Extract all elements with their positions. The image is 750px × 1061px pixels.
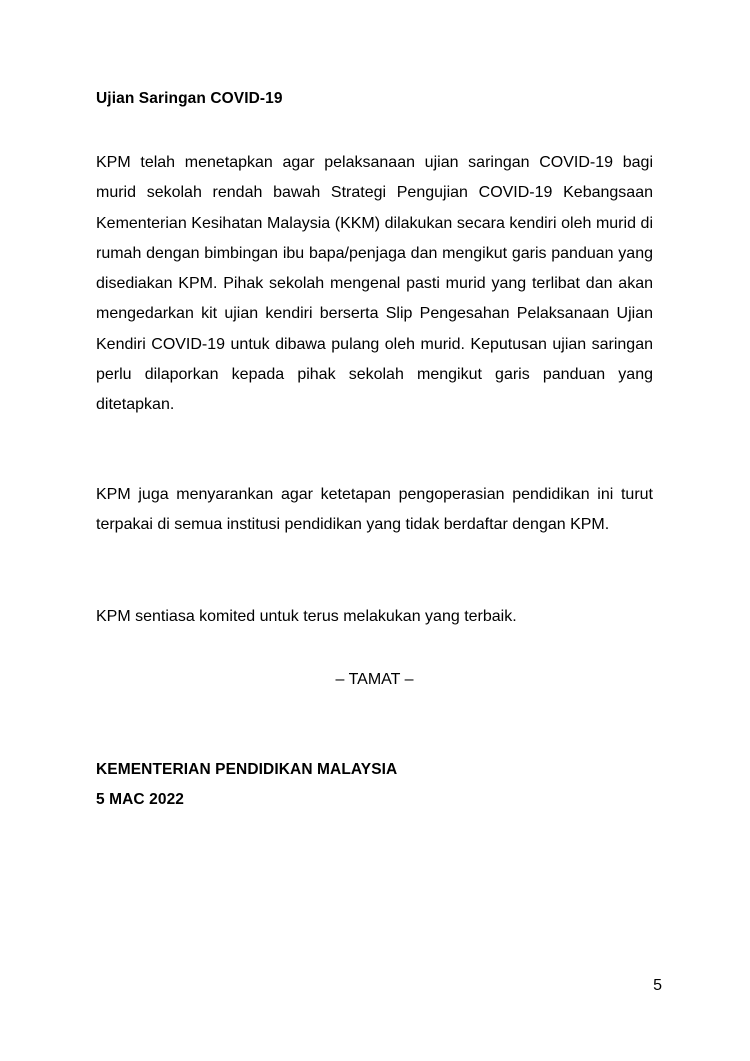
signature-organisation: KEMENTERIAN PENDIDIKAN MALAYSIA xyxy=(96,761,398,778)
signature-block xyxy=(96,755,653,816)
section-heading: Ujian Saringan COVID-19 xyxy=(96,90,283,107)
body-paragraph-3: KPM sentiasa komited untuk terus melakukan yang terbaik. xyxy=(96,608,517,625)
body-paragraph-2: KPM juga menyarankan agar ketetapan pengoperasian pendidikan ini turut terpakai di semua institusi pendidikan yang tidak berdaftar dengan KPM. xyxy=(96,486,653,534)
end-of-document-marker: – TAMAT – xyxy=(335,671,414,688)
body-paragraph-1: KPM telah menetapkan agar pelaksanaan ujian saringan COVID-19 bagi murid sekolah rendah bawah Strategi Pengujian COVID-19 Kebangsaan Kementerian Kesihatan Malaysia (KKM) dilakukan secara kendiri oleh murid di rumah dengan bimbingan ibu bapa/penjaga dan mengikut garis panduan yang disediakan KPM. Pihak sekolah mengenal pasti murid yang terlibat dan akan mengedarkan kit ujian kendiri berserta Slip Pengesahan Pelaksanaan Ujian Kendiri COVID-19 untuk dibawa pulang oleh murid. Keputusan ujian saringan perlu dilaporkan kepada pihak sekolah mengikut garis panduan yang ditetapkan. xyxy=(96,154,653,414)
page-number: 5 xyxy=(653,977,662,994)
signature-date: 5 MAC 2022 xyxy=(96,791,185,809)
